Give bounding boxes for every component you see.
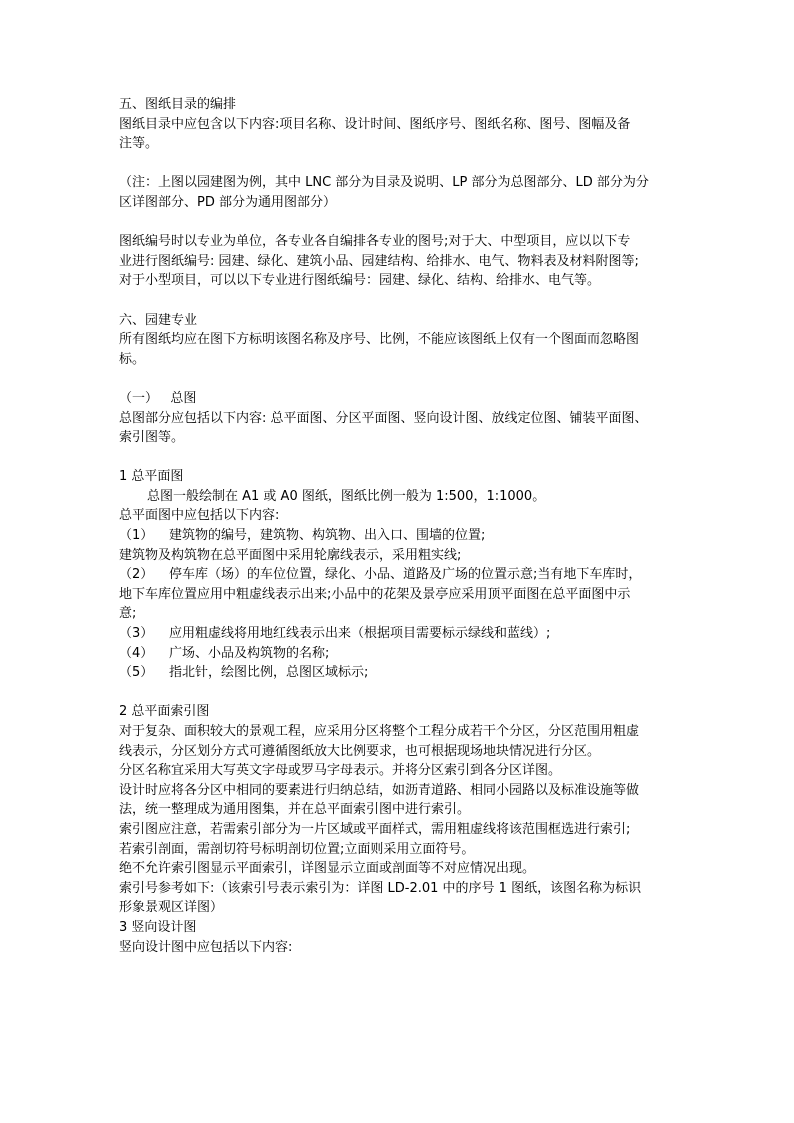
- paragraph-line: 绝不允许索引图显示平面索引，详图显示立面或剖面等不对应情况出现。: [119, 861, 536, 877]
- paragraph-line: 法，统一整理成为通用图集，并在总平面索引图中进行索引。: [119, 802, 471, 818]
- list-item-text: 停车库（场）的车位位置，绿化、小品、道路及广场的位置示意;当有地下车库时，: [169, 567, 642, 583]
- section-heading: 五、图纸目录的编排: [119, 97, 237, 112]
- paragraph-line: 注等。: [119, 136, 159, 152]
- list-item-number: （3）: [119, 626, 154, 642]
- subsection-heading: （一） 总图: [119, 390, 197, 406]
- list-item-number: （1）: [119, 528, 154, 544]
- list-item-continuation: 建筑物及构筑物在总平面图中采用轮廓线表示，采用粗实线;: [119, 547, 462, 563]
- list-item-number: （2）: [119, 567, 154, 583]
- list-item-text: 广场、小品及构筑物的名称;: [169, 645, 330, 661]
- list-item-text: 应用粗虚线将用地红线表示出来（根据项目需要标示绿线和蓝线）;: [169, 626, 551, 642]
- paragraph-line: 总平面图中应包括以下内容:: [119, 508, 280, 524]
- indented-line: 总图一般绘制在 A1 或 A0 图纸，图纸比例一般为 1:500，1:1000。: [147, 488, 546, 504]
- list-item-continuation: 地下车库位置应用中粗虚线表示出来;小品中的花架及景亭应采用顶平面图在总平面图中示: [119, 586, 631, 602]
- paragraph-line: 图纸编号时以专业为单位，各专业各自编排各专业的图号;对于大、中型项目，应以以下专: [119, 234, 631, 250]
- list-item: [119, 663, 681, 683]
- item-heading: 1 总平面图: [119, 469, 184, 485]
- blank-line: [119, 369, 681, 389]
- paragraph-line: 业进行图纸编号: 园建、绿化、建筑小品、园建结构、给排水、电气、物料表及材料附图等;: [119, 253, 639, 269]
- paragraph-line: 图纸目录中应包含以下内容:项目名称、设计时间、图纸序号、图纸名称、图号、图幅及备: [119, 116, 631, 132]
- paragraph-line: 总图部分应包括以下内容: 总平面图、分区平面图、竖向设计图、放线定位图、铺装平面图、: [119, 410, 648, 426]
- blank-line: [119, 154, 681, 174]
- paragraph-line: 对于复杂、面积较大的景观工程，应采用分区将整个工程分成若干个分区，分区范围用粗虚: [119, 724, 640, 739]
- note-line: 区详图部分、PD 部分为通用图部分）: [119, 194, 336, 210]
- item-heading: 3 竖向设计图: [119, 919, 197, 935]
- paragraph-line: 所有图纸均应在图下方标明该图名称及序号、比例，不能应该图纸上仅有一个图面而忽略图: [119, 332, 640, 348]
- item-heading: 2 总平面索引图: [119, 704, 210, 720]
- paragraph-line: 线表示，分区划分方式可遵循图纸放大比例要求，也可根据现场地块情况进行分区。: [119, 743, 601, 759]
- paragraph-line: 标。: [119, 351, 146, 367]
- list-item-text: 建筑物的编号，建筑物、构筑物、出入口、围墙的位置;: [169, 528, 486, 544]
- list-item-number: （5）: [119, 665, 154, 681]
- blank-line: [119, 683, 681, 703]
- document-page: [119, 95, 681, 957]
- list-item: [119, 526, 681, 546]
- paragraph-line: 对于小型项目，可以以下专业进行图纸编号：园建、绿化、结构、给排水、电气等。: [119, 273, 601, 289]
- blank-line: [119, 291, 681, 311]
- paragraph-line: 分区名称宜采用大写英文字母或罗马字母表示。并将分区索引到各分区详图。: [119, 763, 562, 779]
- list-item: [119, 565, 681, 585]
- list-item-continuation: 意;: [119, 606, 137, 622]
- paragraph-line: 竖向设计图中应包括以下内容:: [119, 939, 293, 955]
- list-item: [119, 624, 681, 644]
- blank-line: [119, 213, 681, 233]
- paragraph-line: 索引号参考如下:（该索引号表示索引为：详图 LD-2.01 中的序号 1 图纸，该图名称为标识: [119, 880, 642, 896]
- note-line: （注：上图以园建图为例，其中 LNC 部分为目录及说明、LP 部分为总图部分、LD 部分为分: [119, 175, 649, 191]
- list-item: [119, 644, 681, 664]
- paragraph-line: 形象景观区详图）: [119, 900, 224, 916]
- list-item-text: 指北针，绘图比例，总图区域标示;: [169, 665, 369, 681]
- paragraph-line: 设计时应将各分区中相同的要素进行归纳总结，如沥青道路、相同小园路以及标准设施等做: [119, 782, 640, 798]
- paragraph-line: 索引图等。: [119, 430, 185, 446]
- blank-line: [119, 448, 681, 468]
- paragraph-line: 若索引剖面，需剖切符号标明剖切位置;立面则采用立面符号。: [119, 841, 475, 857]
- paragraph-line: 索引图应注意，若需索引部分为一片区域或平面样式，需用粗虚线将该范围框选进行索引;: [119, 821, 631, 837]
- list-item-number: （4）: [119, 645, 154, 661]
- section-heading: 六、园建专业: [119, 312, 198, 328]
